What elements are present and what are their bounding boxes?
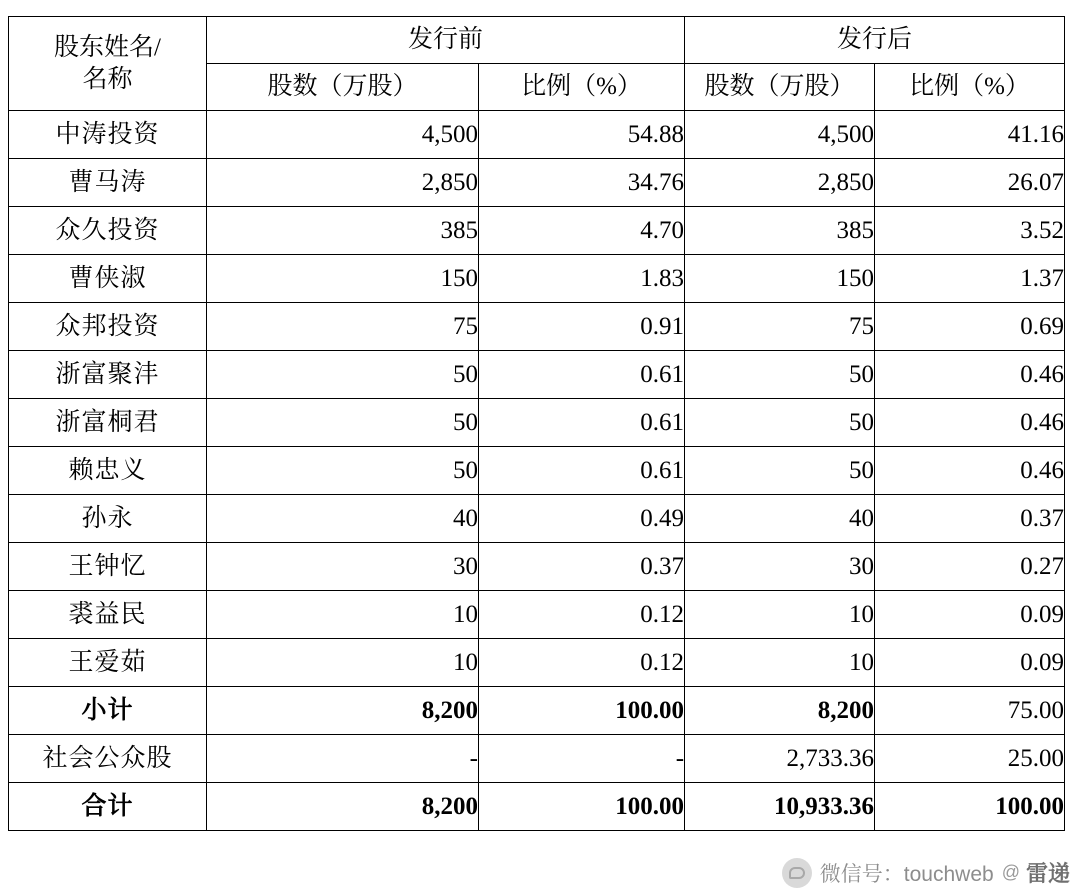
header-shareholder-name [9,17,207,111]
cell-post-shares: 50 [685,351,875,399]
table-row [9,591,1065,639]
cell-post-shares: 30 [685,543,875,591]
cell-subtotal-post-ratio: 75.00 [875,687,1065,735]
table-row [9,207,1065,255]
cell-pre-ratio: 0.61 [479,447,685,495]
cell-public-pre-ratio: - [479,735,685,783]
cell-post-ratio: 26.07 [875,159,1065,207]
table-row [9,159,1065,207]
cell-post-shares: 10 [685,639,875,687]
cell-shareholder-name: 浙富桐君 [9,399,207,447]
header-name-line2: 名称 [82,65,133,93]
cell-post-shares: 10 [685,591,875,639]
table-row [9,399,1065,447]
cell-post-ratio: 0.46 [875,447,1065,495]
cell-pre-shares: 75 [207,303,479,351]
header-pre-shares: 股数（万股） [207,64,479,111]
table-row [9,303,1065,351]
cell-post-ratio: 3.52 [875,207,1065,255]
table-row-total [9,783,1065,831]
cell-total-post-shares: 10,933.36 [685,783,875,831]
cell-public-post-shares: 2,733.36 [685,735,875,783]
cell-pre-shares: 385 [207,207,479,255]
cell-subtotal-post-shares: 8,200 [685,687,875,735]
cell-post-ratio: 0.46 [875,351,1065,399]
watermark-account: 微信号：touchweb [819,862,994,886]
cell-pre-ratio: 0.61 [479,399,685,447]
shareholding-table [8,16,1065,831]
header-post-ratio: 比例（%） [875,64,1065,111]
cell-post-ratio: 0.69 [875,303,1065,351]
watermark-at-symbol: @ [1001,862,1020,882]
cell-post-shares: 150 [685,255,875,303]
cell-total-post-ratio: 100.00 [875,783,1065,831]
cell-pre-shares: 50 [207,399,479,447]
table-row [9,255,1065,303]
cell-pre-ratio: 34.76 [479,159,685,207]
table-header-row-group [9,17,1065,64]
cell-pre-shares: 4,500 [207,111,479,159]
cell-post-ratio: 0.27 [875,543,1065,591]
watermark-brand-group [1002,857,1070,888]
cell-shareholder-name: 赖忠义 [9,447,207,495]
cell-shareholder-name: 王爱茹 [9,639,207,687]
cell-post-shares: 50 [685,399,875,447]
table-row [9,495,1065,543]
cell-post-shares: 75 [685,303,875,351]
cell-post-shares: 4,500 [685,111,875,159]
cell-post-ratio: 0.46 [875,399,1065,447]
cell-shareholder-name: 众久投资 [9,207,207,255]
table-row-subtotal [9,687,1065,735]
cell-pre-ratio: 0.37 [479,543,685,591]
header-pre-ratio: 比例（%） [479,64,685,111]
cell-pre-shares: 2,850 [207,159,479,207]
cell-post-shares: 385 [685,207,875,255]
cell-pre-ratio: 0.12 [479,591,685,639]
cell-pre-shares: 30 [207,543,479,591]
cell-public-pre-shares: - [207,735,479,783]
table-row [9,639,1065,687]
cell-post-shares: 2,850 [685,159,875,207]
cell-shareholder-name: 曹马涛 [9,159,207,207]
cell-pre-shares: 40 [207,495,479,543]
cell-total-label: 合计 [9,783,207,831]
cell-post-shares: 50 [685,447,875,495]
document-sheet [8,16,1072,831]
table-row [9,447,1065,495]
cell-post-ratio: 1.37 [875,255,1065,303]
table-row-public-shares [9,735,1065,783]
cell-shareholder-name: 裘益民 [9,591,207,639]
cell-shareholder-name: 孙永 [9,495,207,543]
cell-post-ratio: 0.09 [875,591,1065,639]
cell-shareholder-name: 众邦投资 [9,303,207,351]
cell-shareholder-name: 曹侠淑 [9,255,207,303]
cell-post-ratio: 0.37 [875,495,1065,543]
cell-total-pre-shares: 8,200 [207,783,479,831]
cell-public-label: 社会公众股 [9,735,207,783]
cell-public-post-ratio: 25.00 [875,735,1065,783]
watermark-brand: 雷递 [1025,861,1070,886]
cell-pre-ratio: 1.83 [479,255,685,303]
wechat-logo-icon [782,858,812,888]
cell-pre-shares: 50 [207,447,479,495]
cell-pre-ratio: 0.61 [479,351,685,399]
cell-pre-ratio: 0.49 [479,495,685,543]
cell-pre-shares: 10 [207,591,479,639]
cell-pre-ratio: 54.88 [479,111,685,159]
cell-pre-ratio: 0.91 [479,303,685,351]
cell-post-ratio: 0.09 [875,639,1065,687]
cell-pre-ratio: 4.70 [479,207,685,255]
cell-shareholder-name: 浙富聚沣 [9,351,207,399]
cell-pre-shares: 50 [207,351,479,399]
watermark [782,857,1070,888]
cell-subtotal-pre-shares: 8,200 [207,687,479,735]
cell-pre-shares: 10 [207,639,479,687]
header-group-pre-issue: 发行前 [207,17,685,64]
cell-subtotal-pre-ratio: 100.00 [479,687,685,735]
cell-shareholder-name: 中涛投资 [9,111,207,159]
cell-shareholder-name: 王钟忆 [9,543,207,591]
cell-subtotal-label: 小计 [9,687,207,735]
header-post-shares: 股数（万股） [685,64,875,111]
table-row [9,111,1065,159]
header-name-line1: 股东姓名/ [54,34,161,62]
cell-pre-ratio: 0.12 [479,639,685,687]
table-row [9,543,1065,591]
cell-total-pre-ratio: 100.00 [479,783,685,831]
cell-pre-shares: 150 [207,255,479,303]
header-group-post-issue: 发行后 [685,17,1065,64]
cell-post-ratio: 41.16 [875,111,1065,159]
table-row [9,351,1065,399]
cell-post-shares: 40 [685,495,875,543]
